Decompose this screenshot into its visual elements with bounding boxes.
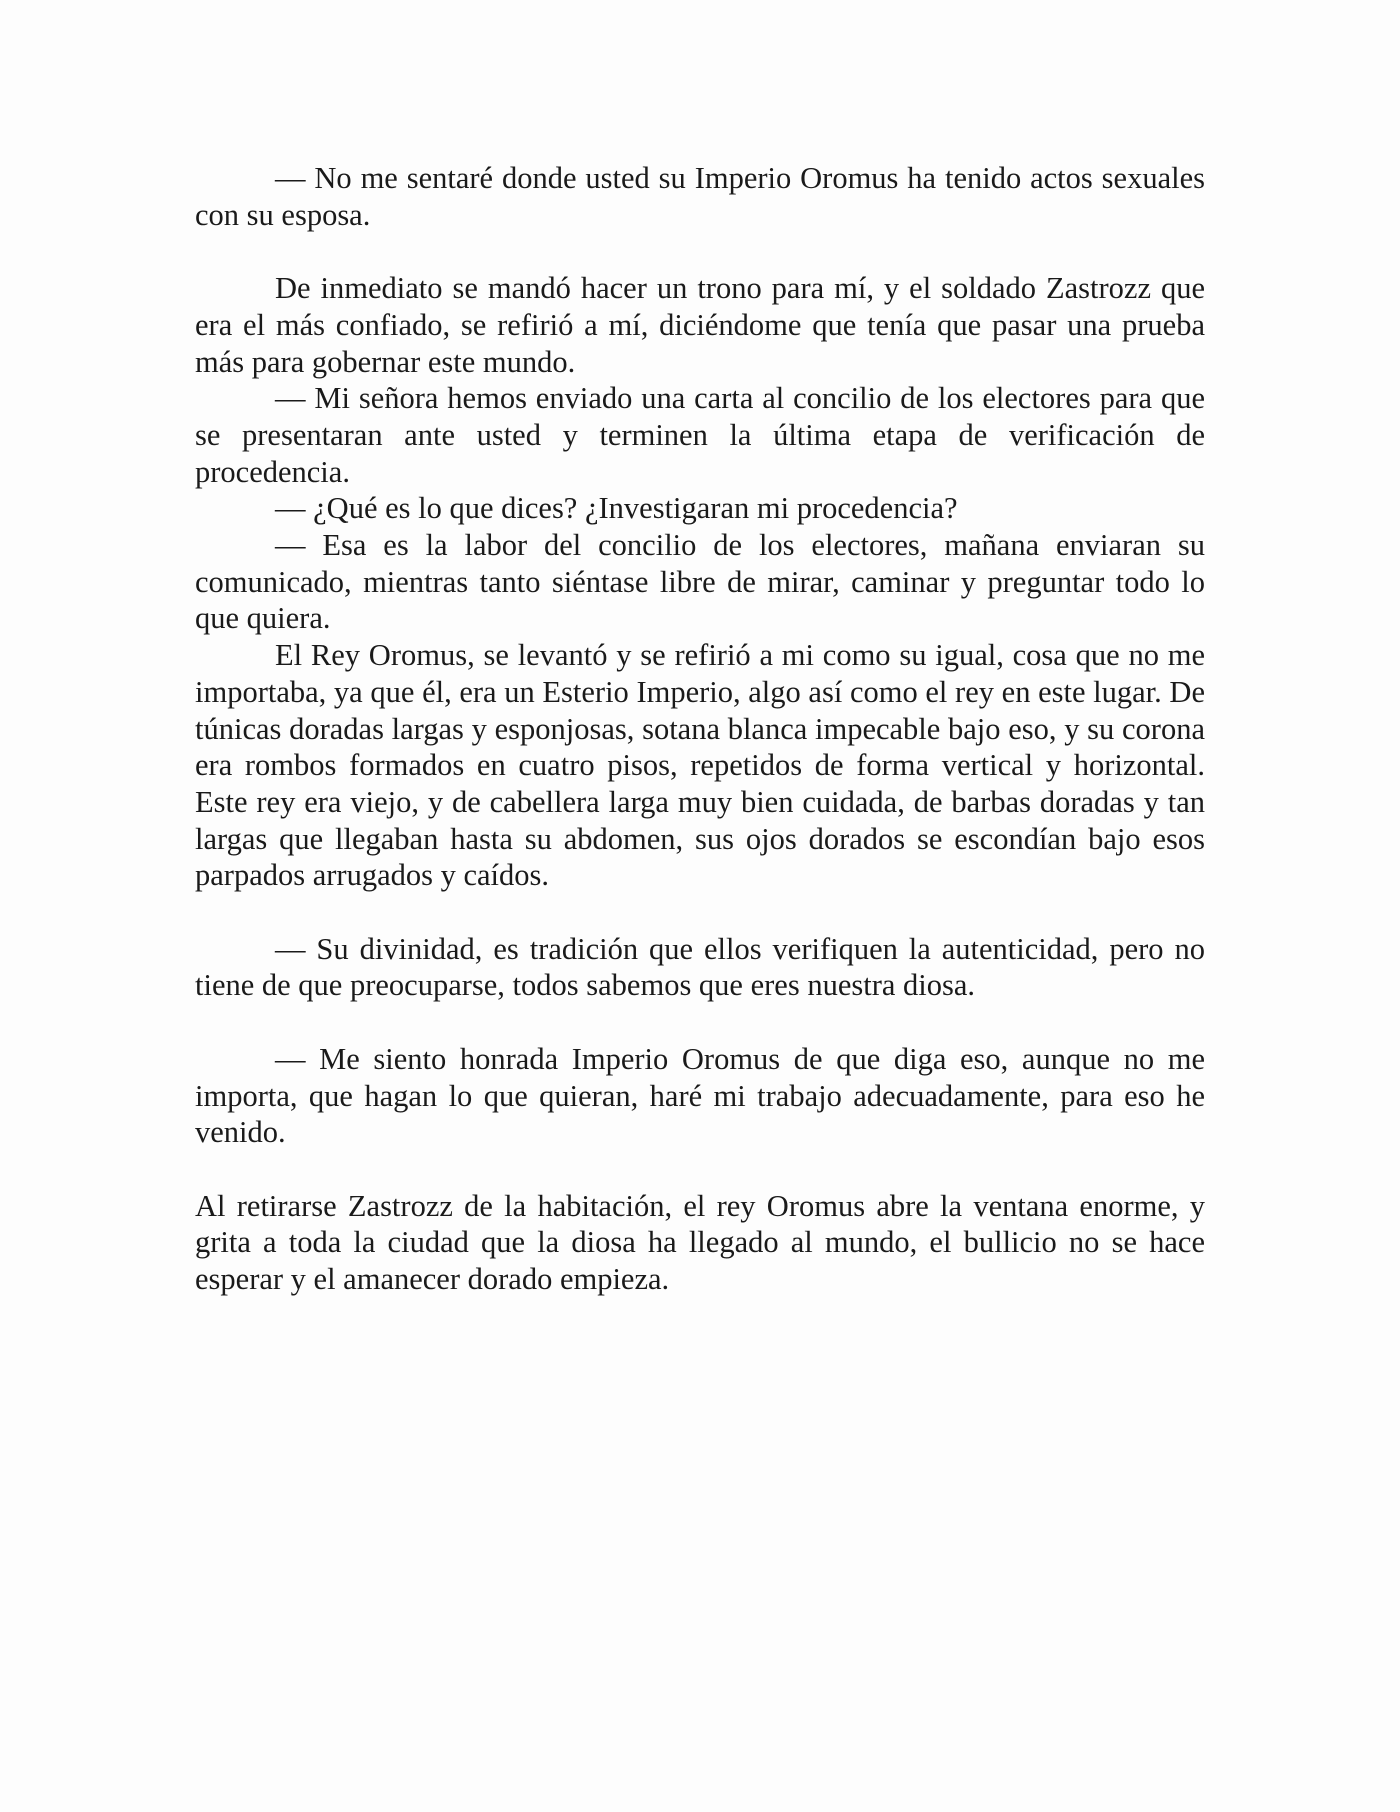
paragraph-narration-2: El Rey Oromus, se levantó y se refirió a mi como su igual, cosa que no me importaba, ya que él, era un Esterio Imperio, algo así como el rey en este lugar. De túnicas doradas largas y esponjosas, sotana blanca impecable bajo eso, y su corona era rombos formados en cuatro pisos, repetidos de forma vertical y horizontal. Este rey era viejo, y de cabellera larga muy bien cuidada, de barbas doradas y tan largas que llegaban hasta su abdomen, sus ojos dorados se escondían bajo esos parpados arrugados y caídos. <box>195 638 1205 893</box>
paragraph-dialogue-6: — Me siento honrada Imperio Oromus de que diga eso, aunque no me importa, que hagan lo que quieran, haré mi trabajo adecuadamente, para eso he venido. <box>195 1041 1205 1150</box>
paragraph-narration-3: Al retirarse Zastrozz de la habitación, el rey Oromus abre la ventana enorme, y grita a toda la ciudad que la diosa ha llegado al mundo, el bullicio no se hace esperar y el amanecer dorado empieza. <box>195 1188 1205 1297</box>
paragraph-dialogue-1: — No me sentaré donde usted su Imperio Oromus ha tenido actos sexuales con su esposa. <box>195 161 1205 232</box>
paragraph-dialogue-2: — Mi señora hemos enviado una carta al concilio de los electores para que se presentaran ante usted y terminen la última etapa de verificación de procedencia. <box>195 381 1205 489</box>
paragraph-dialogue-4: — Esa es la labor del concilio de los electores, mañana enviaran su comunicado, mientras tanto siéntase libre de mirar, caminar y preguntar todo lo que quiera. <box>195 528 1205 636</box>
body-text <box>195 160 1205 1298</box>
paragraph-narration-1: De inmediato se mandó hacer un trono para mí, y el soldado Zastrozz que era el más confiado, se refirió a mí, diciéndome que tenía que pasar una prueba más para gobernar este mundo. <box>195 271 1205 379</box>
paragraph-dialogue-5: — Su divinidad, es tradición que ellos verifiquen la autenticidad, pero no tiene de que preocuparse, todos sabemos que eres nuestra diosa. <box>195 931 1205 1003</box>
paragraph-dialogue-3: — ¿Qué es lo que dices? ¿Investigaran mi procedencia? <box>275 491 958 526</box>
